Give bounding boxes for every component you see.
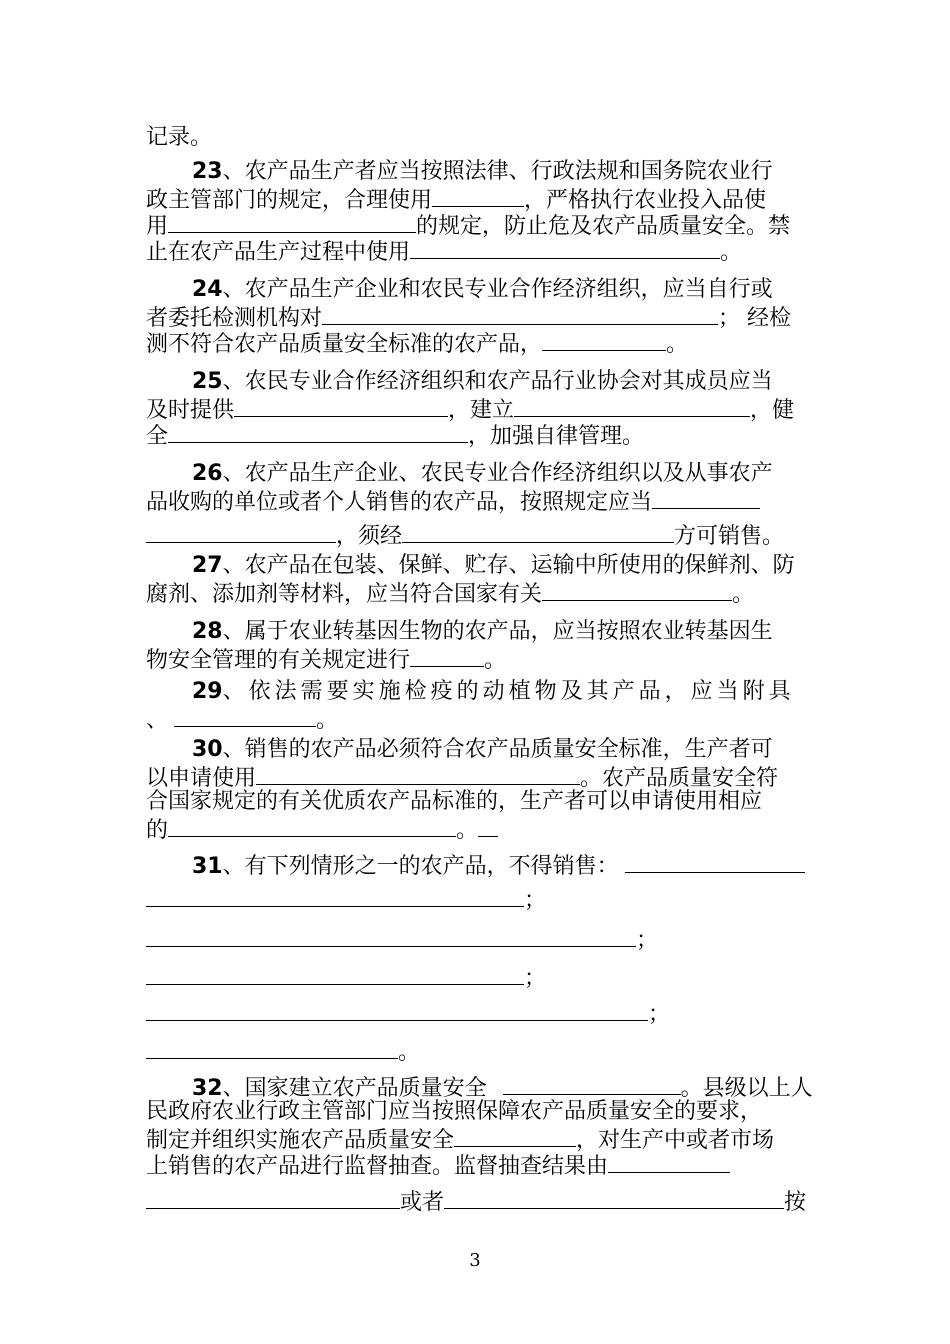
text-line: 合国家规定的有关优质农产品标准的，生产者可以申请使用相应 [146, 789, 763, 814]
fill-blank[interactable] [410, 644, 484, 667]
text-line: ； [146, 962, 810, 990]
fill-blank[interactable] [432, 184, 524, 207]
fill-blank[interactable] [174, 704, 316, 727]
fill-blank[interactable] [402, 520, 674, 543]
fill-blank[interactable] [146, 962, 524, 985]
fill-blank[interactable] [146, 1036, 398, 1059]
fill-blank[interactable] [322, 302, 718, 325]
fill-blank[interactable] [146, 998, 648, 1021]
question-29: 29、依法需要实施检疫的动植物及其产品，应当附具 [192, 679, 795, 704]
text-line: 政主管部门的规定，合理使用 ，严格执行农业投入品使 [146, 184, 810, 212]
fill-blank[interactable] [608, 1150, 730, 1173]
question-25: 25、农民专业合作经济组织和农产品行业协会对其成员应当 [192, 369, 773, 394]
fill-blank[interactable] [542, 328, 666, 351]
text-line: 测不符合农产品质量安全标准的农产品， 。 [146, 328, 810, 356]
fill-blank[interactable] [234, 394, 448, 417]
text-line: 。 [146, 1036, 810, 1064]
question-23: 23、农产品生产者应当按照法律、行政法规和国务院农业行 [192, 159, 773, 184]
text-line: ，须经 方可销售。 [146, 520, 810, 548]
text-line: 用 的规定，防止危及农产品质量安全。禁 [146, 210, 810, 238]
text-line: 品收购的单位或者个人销售的农产品，按照规定应当 [146, 486, 810, 514]
fill-blank[interactable] [444, 1186, 784, 1209]
fill-blank[interactable] [542, 578, 732, 601]
fill-blank[interactable] [410, 236, 720, 259]
fill-blank[interactable] [514, 394, 750, 417]
text-line: 上销售的农产品进行监督抽查。监督抽查结果由 [146, 1150, 810, 1178]
question-32: 32、国家建立农产品质量安全 。县级以上人 [146, 1072, 810, 1100]
fill-blank[interactable] [168, 420, 468, 443]
text-line: 者委托检测机构对 ； 经检 [146, 302, 810, 330]
text-line: 及时提供 ，建立 ，健 [146, 394, 810, 422]
text-line: 制定并组织实施农产品质量安全 ，对生产中或者市场 [146, 1124, 810, 1152]
text-line: ； [146, 884, 810, 912]
fill-blank[interactable] [146, 924, 636, 947]
fill-blank[interactable] [146, 1186, 400, 1209]
fill-blank[interactable] [168, 210, 416, 233]
text-line: 或者 按 [146, 1186, 810, 1214]
text-line: 记录。 [146, 125, 213, 150]
text-line: 、 。 [146, 704, 810, 732]
text-line: 腐剂、添加剂等材料，应当符合国家有关 。 [146, 578, 810, 606]
fill-blank[interactable] [454, 1124, 576, 1147]
fill-blank[interactable] [478, 814, 498, 837]
text-line: 民政府农业行政主管部门应当按照保障农产品质量安全的要求， [146, 1099, 763, 1124]
fill-blank[interactable] [652, 486, 760, 509]
page-number: 3 [469, 1250, 481, 1271]
fill-blank[interactable] [256, 762, 580, 785]
question-26: 26、农产品生产企业、农民专业合作经济组织以及从事农产 [192, 461, 773, 486]
text-line: 全 ，加强自律管理。 [146, 420, 810, 448]
text-line: ； [146, 924, 810, 952]
text-line: 以申请使用 。农产品质量安全符 [146, 762, 810, 790]
fill-blank[interactable] [146, 520, 336, 543]
text-line: 止在农产品生产过程中使用 。 [146, 236, 810, 264]
text-line: ； [146, 998, 810, 1026]
question-27: 27、农产品在包装、保鲜、贮存、运输中所使用的保鲜剂、防 [192, 553, 795, 578]
text-line: 的 。 [146, 814, 810, 842]
fill-blank[interactable] [503, 1072, 681, 1095]
question-31: 31、有下列情形之一的农产品，不得销售： [146, 850, 810, 878]
text-line: 物安全管理的有关规定进行 。 [146, 644, 810, 672]
fill-blank[interactable] [146, 884, 524, 907]
fill-blank[interactable] [168, 814, 456, 837]
question-30: 30、销售的农产品必须符合农产品质量安全标准，生产者可 [192, 737, 773, 762]
fill-blank[interactable] [625, 850, 805, 873]
question-24: 24、农产品生产企业和农民专业合作经济组织，应当自行或 [192, 277, 773, 302]
question-28: 28、属于农业转基因生物的农产品，应当按照农业转基因生 [192, 619, 773, 644]
